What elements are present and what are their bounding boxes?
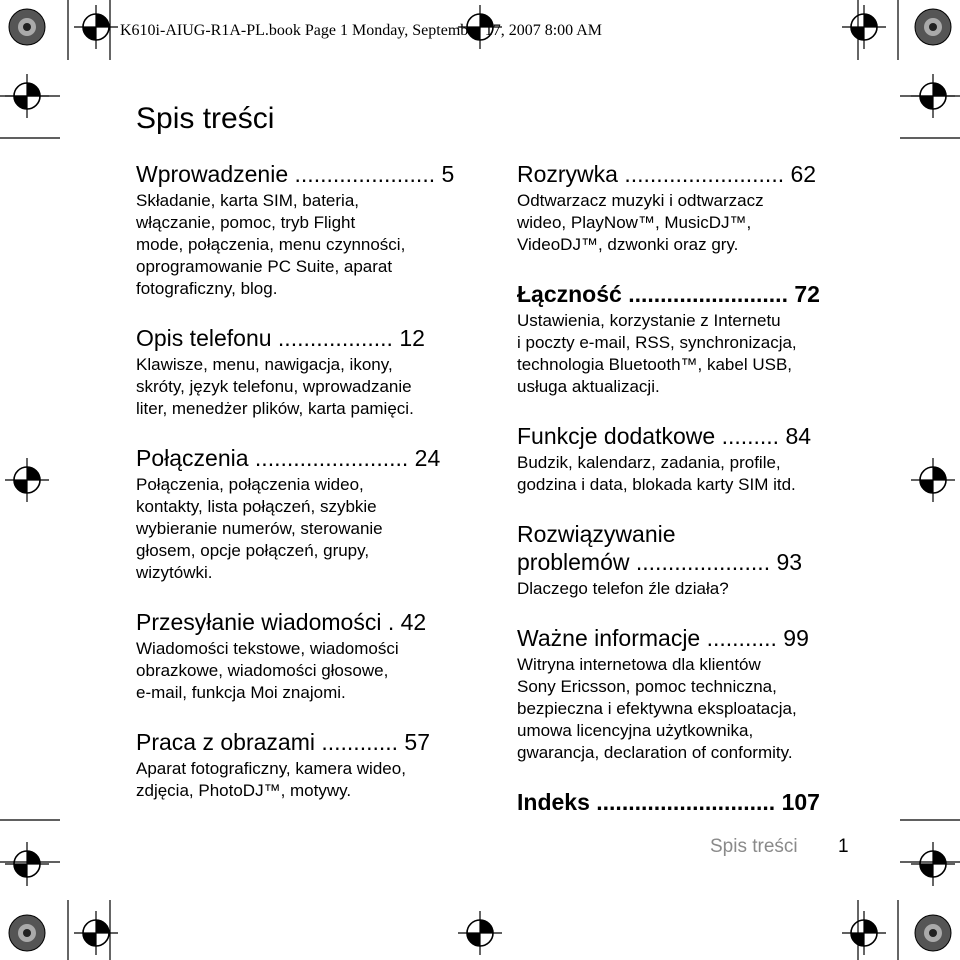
toc-entry-desc-line: liter, menedżer plików, karta pamięci. [136, 399, 414, 418]
toc-left-column [136, 160, 476, 802]
toc-entry-desc-line: bezpieczna i efektywna eksploatacja, [517, 699, 797, 718]
toc-entry-heading[interactable]: Łączność ......................... 72 [517, 281, 820, 307]
toc-entry-desc-line: Sony Ericsson, pomoc techniczna, [517, 677, 777, 696]
toc-entry[interactable] [136, 444, 476, 584]
toc-entry[interactable] [517, 788, 857, 816]
toc-entry-desc-line: wideo, PlayNow™, MusicDJ™, [517, 213, 752, 232]
toc-right-column [517, 160, 857, 816]
footer-page-number: 1 [838, 836, 849, 857]
toc-entry-desc-line: Witryna internetowa dla klientów [517, 655, 761, 674]
toc-entry-heading[interactable]: Indeks ............................ 107 [517, 789, 820, 815]
toc-entry-desc-line: wizytówki. [136, 563, 213, 582]
toc-entry-desc-line: oprogramowanie PC Suite, aparat [136, 257, 393, 276]
toc-entry-desc-line: i poczty e-mail, RSS, synchronizacja, [517, 333, 797, 352]
book-slug: K610i-AIUG-R1A-PL.book Page 1 Monday, September 17, 2007 8:00 AM [120, 22, 603, 39]
toc-entry-heading[interactable]: Praca z obrazami ............ 57 [136, 729, 431, 755]
toc-entry[interactable] [136, 160, 476, 300]
toc-entry[interactable] [517, 520, 857, 600]
toc-entry-desc-line: gwarancja, declaration of conformity. [517, 743, 793, 762]
toc-entry[interactable] [136, 728, 476, 802]
toc-entry-desc-line: głosem, opcje połączeń, grupy, [136, 541, 370, 560]
toc-entry-desc-line: Dlaczego telefon źle działa? [517, 579, 729, 598]
toc-entry-desc-line: VideoDJ™, dzwonki oraz gry. [517, 235, 739, 254]
toc-entry-desc-line: Odtwarzacz muzyki i odtwarzacz [517, 191, 764, 210]
toc-entry-desc-line: Budzik, kalendarz, zadania, profile, [517, 453, 781, 472]
toc-entry-desc-line: usługa aktualizacji. [517, 377, 660, 396]
toc-entry-desc-line: obrazkowe, wiadomości głosowe, [136, 661, 389, 680]
toc-entry-desc-line: Ustawienia, korzystanie z Internetu [517, 311, 781, 330]
toc-entry-desc-line: kontakty, lista połączeń, szybkie [136, 497, 377, 516]
toc-entry-desc-line: zdjęcia, PhotoDJ™, motywy. [136, 781, 352, 800]
toc-entry[interactable] [517, 160, 857, 256]
toc-entry-desc-line: Aparat fotograficzny, kamera wideo, [136, 759, 406, 778]
toc-entry-heading[interactable]: Rozrywka ......................... 62 [517, 161, 817, 187]
toc-entry[interactable] [517, 624, 857, 764]
toc-entry-desc-line: Klawisze, menu, nawigacja, ikony, [136, 355, 393, 374]
toc-entry-desc-line: godzina i data, blokada karty SIM itd. [517, 475, 796, 494]
toc-entry-heading[interactable]: Funkcje dodatkowe ......... 84 [517, 423, 812, 449]
toc-entry-desc-line: Połączenia, połączenia wideo, [136, 475, 364, 494]
toc-entry-heading[interactable]: Wprowadzenie ...................... 5 [136, 161, 455, 187]
toc-entry-heading[interactable]: problemów ..................... 93 [517, 549, 803, 575]
toc-entry-desc-line: e-mail, funkcja Moi znajomi. [136, 683, 346, 702]
toc-entry-heading[interactable]: Połączenia ........................ 24 [136, 445, 441, 471]
toc-entry[interactable] [136, 324, 476, 420]
toc-entry-heading[interactable]: Ważne informacje ........... 99 [517, 625, 809, 651]
toc-entry-heading[interactable]: Opis telefonu .................. 12 [136, 325, 425, 351]
toc-entry-heading[interactable]: Rozwiązywanie [517, 521, 676, 547]
toc-entry-desc-line: włączanie, pomoc, tryb Flight [136, 213, 356, 232]
toc-entry[interactable] [517, 280, 857, 398]
toc-entry[interactable] [517, 422, 857, 496]
toc-entry-desc-line: wybieranie numerów, sterowanie [136, 519, 383, 538]
toc-entry-desc-line: Składanie, karta SIM, bateria, [136, 191, 360, 210]
footer-section-label: Spis treści [710, 836, 798, 857]
toc-entry[interactable] [136, 608, 476, 704]
page-title: Spis treści [136, 102, 275, 135]
toc-entry-heading[interactable]: Przesyłanie wiadomości . 42 [136, 609, 427, 635]
toc-entry-desc-line: skróty, język telefonu, wprowadzanie [136, 377, 412, 396]
toc-entry-desc-line: technologia Bluetooth™, kabel USB, [517, 355, 793, 374]
toc-entry-desc-line: mode, połączenia, menu czynności, [136, 235, 406, 254]
toc-entry-desc-line: Wiadomości tekstowe, wiadomości [136, 639, 399, 658]
toc-entry-desc-line: fotograficzny, blog. [136, 279, 278, 298]
toc-entry-desc-line: umowa licencyjna użytkownika, [517, 721, 754, 740]
